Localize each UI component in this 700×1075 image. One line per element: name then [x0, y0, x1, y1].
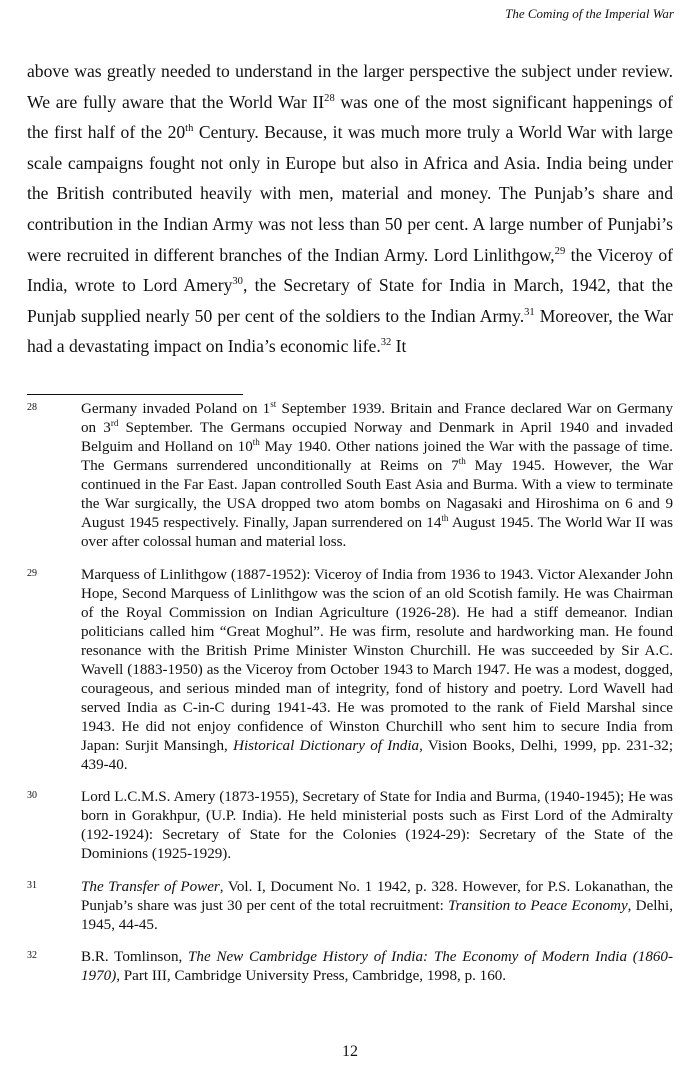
ordinal-superscript: th — [185, 123, 194, 135]
body-text-span: above was greatly needed to understand in the larger perspective the subject under review. We are fully aware that the World War II — [27, 61, 673, 112]
citation-title: Transition to Peace Economy — [448, 897, 628, 914]
footnote-ref-30: 30 — [232, 276, 243, 288]
footnote-span: August 1945. The World War II was over after colossal human and material loss. — [81, 515, 674, 550]
citation-title: Historical Dictionary of India — [233, 737, 420, 754]
footnote-span: September. The Germans occupied Norway and Denmark in April 1940 and invaded Belguim and Holland on 10 — [81, 420, 674, 455]
footnote-number: 29 — [27, 567, 37, 579]
footnote-ref-29: 29 — [554, 245, 566, 257]
footnote-ref-31: 31 — [524, 306, 535, 318]
body-paragraph — [27, 56, 673, 362]
body-text-span: the Viceroy of India, wrote to Lord Amery — [27, 244, 673, 296]
footnote-span: B.R. Tomlinson, — [81, 949, 189, 965]
footnote-span: , Part III, Cambridge University Press, Cambridge, 1998, p. 160. — [116, 968, 507, 984]
body-text-span: Century. Because, it was much more truly a World War with large scale campaigns fought not only in Europe but also in Africa and Asia. India being under the British contributed heavily with men, material and money. The Punjab’s share and contribution in the Indian Army was not less than 50 per cent. A large number of Punjabi’s were recruited in different branches of the Indian Army. Lord Linlithgow, — [27, 122, 673, 265]
footnote-number: 28 — [27, 402, 37, 413]
footnote-text — [81, 788, 673, 864]
ordinal-superscript: th — [252, 436, 260, 447]
body-text — [27, 56, 673, 362]
footnotes — [27, 400, 673, 1000]
footnote-30 — [27, 788, 673, 864]
footnote-span: May 1945. However, the War continued in the Far East. Japan controlled South East Asia and Burma. With a view to terminate the War surgically, the USA dropped two atom bombs on Nagasaki and Hiroshima on 6 and 9 August 1945 respectively. Finally, Japan surrendered on 14 — [81, 458, 673, 531]
running-header: The Coming of the Imperial War — [505, 6, 674, 21]
footnote-span: September 1939. Britain and France declared War on Germany on 3 — [81, 401, 673, 436]
ordinal-superscript: th — [441, 512, 449, 523]
footnote-span: , Delhi, 1945, 44-45. — [81, 897, 673, 933]
footnote-number: 30 — [27, 790, 37, 801]
citation-title: The Transfer of Power — [81, 878, 220, 895]
page-number: 12 — [342, 1043, 358, 1060]
footnote-ref-32: 32 — [380, 337, 392, 349]
footnote-span: Lord L.C.M.S. Amery (1873-1955), Secretary of State for India and Burma, (1940-1945); He was born in Gorakhpur, (U.P. India). He held ministerial posts such as First Lord of the Admiralty (192-1924): Secretary of State for the Colonies (1924-29): Secretary of the State of the Dominions (1925-1929). — [81, 789, 673, 862]
footnote-span: Germany invaded Poland on 1 — [81, 401, 271, 417]
footnote-text — [81, 566, 673, 775]
footnote-span: , Vol. I, Document No. 1 1942, p. 328. However, for P.S. Lokanathan, the Punjab’s share was just 30 per cent of the total recruitment: — [81, 878, 673, 914]
footnote-text — [81, 948, 673, 986]
footnote-number: 31 — [27, 879, 37, 891]
ordinal-superscript: st — [270, 398, 277, 409]
body-text-span: It — [391, 336, 407, 357]
ordinal-superscript: th — [458, 455, 466, 466]
footnote-ref-28: 28 — [324, 92, 335, 104]
footnote-text — [81, 878, 673, 935]
footnote-span: Marquess of Linlithgow (1887-1952): Viceroy of India from 1936 to 1943. Victor Alexander John Hope, Second Marquess of Linlithgow was the scion of an old Scotish family. He was Chairman of the Royal Commission on Indian Agriculture (1926-28). He had a stiff demeanor. Indian politicians called him “Great Moghul”. He was firm, resolute and hardworking man. He found resonance with the British Prime Minister Winston Churchill. He was succeeded by Sir A.C. Wavell (1883-1950) as the Viceroy from October 1943 to March 1947. He was a modest, dogged, courageous, and serious minded man of integrity, fond of history and poetry. Lord Wavell had served India as C-in-C during 1941-43. He was promoted to the rank of Field Marshal since 1943. He did not enjoy confidence of Winston Churchill who sent him to secure India from Japan: Surjit Mansingh, — [81, 566, 673, 754]
citation-title: The New Cambridge History of India: The Economy of Modern India (1860-1970) — [81, 949, 673, 984]
footnote-number: 32 — [27, 950, 37, 961]
footnote-28 — [27, 400, 673, 552]
body-text-span: Moreover, the War had a devastating impact on India’s economic life. — [27, 305, 673, 357]
footnote-31 — [27, 878, 673, 935]
footnote-32 — [27, 948, 673, 986]
body-text-span: was one of the most significant happenings of the first half of the 20 — [27, 91, 674, 143]
body-text-span: , the Secretary of State for India in March, 1942, that the Punjab supplied nearly 50 per cent of the soldiers to the Indian Army. — [27, 275, 673, 326]
ordinal-superscript: rd — [110, 417, 119, 428]
footnote-span: , Vision Books, Delhi, 1999, pp. 231-32; 439-40. — [81, 737, 674, 773]
footnote-text — [81, 400, 673, 552]
footnote-29 — [27, 566, 673, 775]
footnote-divider — [27, 394, 243, 395]
footnote-span: May 1940. Other nations joined the War with the passage of time. The Germans surrendered unconditionally at Reims on 7 — [81, 439, 673, 474]
